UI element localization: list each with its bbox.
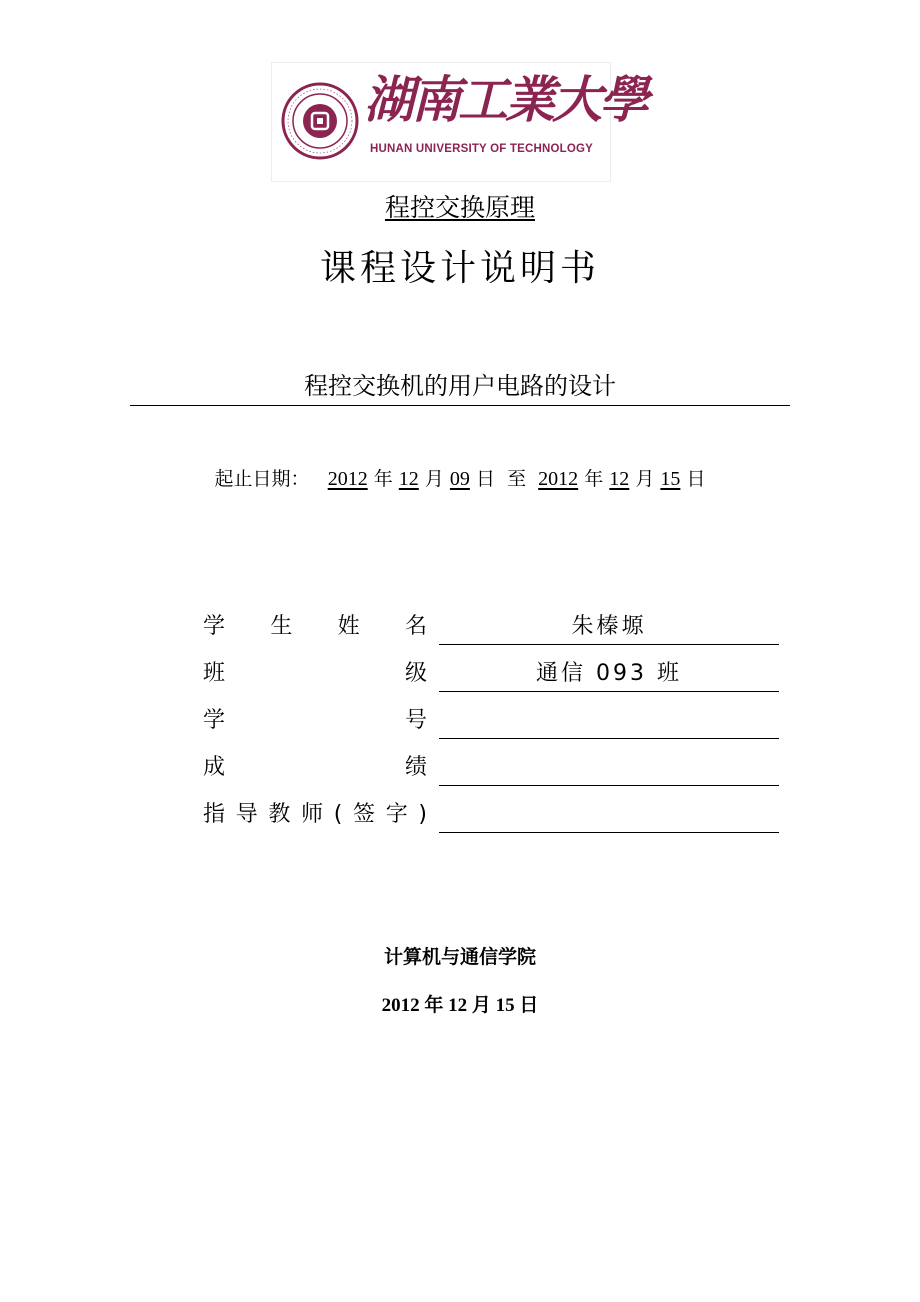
label-student-id: 学 号 [203, 708, 427, 733]
field-class: 通信 093 班 [439, 659, 779, 692]
school-name: 计算机与通信学院 [383, 946, 536, 968]
document-title: 课程设计说明书 [319, 248, 600, 289]
field-student-name: 朱榛塬 [439, 612, 779, 645]
label-class: 班 级 [203, 661, 427, 686]
month-unit: 月 [424, 468, 444, 490]
label-student-name: 学 生 姓 名 [203, 614, 427, 639]
end-year: 2012 [538, 468, 579, 490]
field-grade [439, 753, 779, 786]
end-month: 12 [609, 468, 630, 490]
footer-date: 2012 年 12 月 15 日 [381, 995, 539, 1016]
day-unit: 日 [686, 468, 706, 490]
day-unit: 日 [475, 468, 495, 490]
label-advisor-signature: 指 导 教 师 ( 签 字 ) [203, 802, 427, 827]
start-day: 09 [449, 468, 470, 490]
date-range [0, 466, 920, 492]
field-advisor-signature [439, 800, 779, 833]
start-year: 2012 [327, 468, 368, 490]
year-unit: 年 [584, 468, 604, 490]
start-month: 12 [398, 468, 419, 490]
month-unit: 月 [635, 468, 655, 490]
title-underline [130, 405, 790, 406]
year-unit: 年 [373, 468, 393, 490]
university-logo [271, 62, 646, 182]
university-seal-icon [272, 63, 364, 181]
end-day: 15 [660, 468, 681, 490]
logo-chinese-name: 湖南工業大學 [364, 70, 646, 129]
field-student-id [439, 706, 779, 739]
date-separator: 至 [507, 468, 527, 490]
logo-english-name: HUNAN UNIVERSITY OF TECHNOLOGY [370, 143, 594, 155]
course-name [0, 192, 920, 224]
date-label: 起止日期： [214, 468, 310, 490]
project-title: 程控交换机的用户电路的设计 [304, 372, 616, 400]
label-grade: 成 绩 [203, 755, 427, 780]
course-name-text: 程控交换原理 [384, 193, 535, 222]
